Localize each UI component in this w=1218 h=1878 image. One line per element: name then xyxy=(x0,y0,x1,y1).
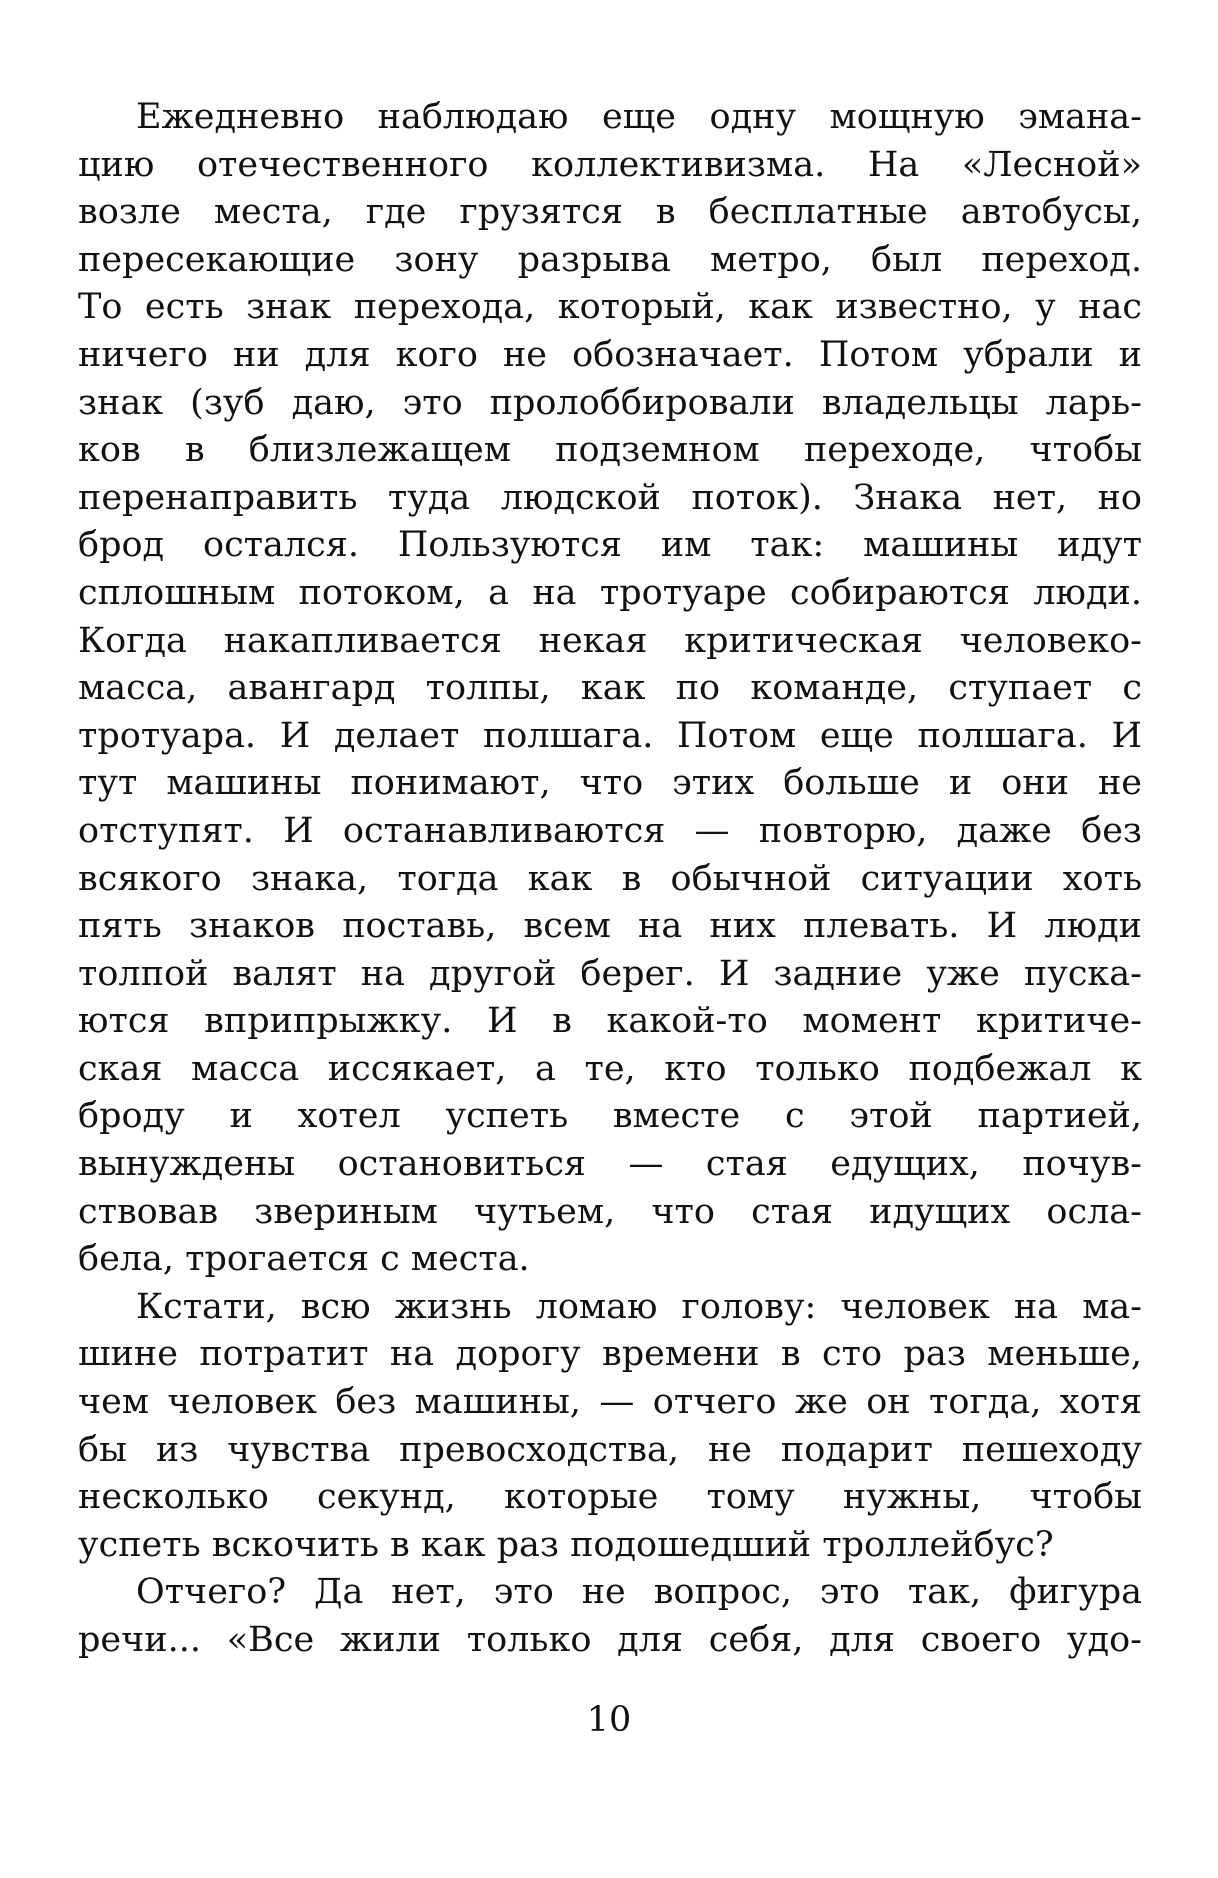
page-text-block xyxy=(78,94,1142,1665)
text-line: знак (зуб даю, это пролоббировали владельцы ларь- xyxy=(78,382,1142,423)
text-line: успеть вскочить в как раз подошедший троллейбус? xyxy=(78,1524,1054,1565)
text-line: толпой валят на другой берег. И задние уже пуска- xyxy=(78,953,1142,994)
paragraph xyxy=(78,1284,1142,1570)
text-line: несколько секунд, которые тому нужны, чтобы xyxy=(78,1477,1142,1518)
text-line: ничего ни для кого не обозначает. Потом убрали и xyxy=(78,334,1142,375)
paragraph xyxy=(78,1569,1142,1664)
text-line: Когда накапливается некая критическая человеко- xyxy=(78,620,1142,661)
text-line: отступят. И останавливаются — повторю, даже без xyxy=(78,810,1142,851)
text-line: пересекающие зону разрыва метро, был переход. xyxy=(78,239,1142,280)
text-line: всякого знака, тогда как в обычной ситуации хоть xyxy=(78,858,1142,899)
text-line: цию отечественного коллективизма. На «Лесной» xyxy=(78,144,1142,185)
text-line: тут машины понимают, что этих больше и они не xyxy=(78,763,1142,804)
text-line: Кстати, всю жизнь ломаю голову: человек на ма- xyxy=(136,1286,1142,1327)
text-line: ются вприпрыжку. И в какой-то момент критиче- xyxy=(78,1001,1142,1042)
text-line: шине потратит на дорогу времени в сто раз меньше, xyxy=(78,1334,1142,1375)
text-line: масса, авангард толпы, как по команде, ступает с xyxy=(78,668,1142,709)
text-line: вынуждены остановиться — стая едущих, почув- xyxy=(78,1144,1142,1185)
text-line: бы из чувства превосходства, не подарит пешеходу xyxy=(78,1429,1142,1470)
text-line: брод остался. Пользуются им так: машины идут xyxy=(78,525,1142,566)
text-line: тротуара. И делает полшага. Потом еще полшага. И xyxy=(78,715,1142,756)
text-line: перенаправить туда людской поток). Знака нет, но xyxy=(78,477,1142,518)
text-line: То есть знак перехода, который, как известно, у нас xyxy=(78,287,1142,328)
text-line: Отчего? Да нет, это не вопрос, это так, фигура xyxy=(136,1572,1142,1613)
paragraph xyxy=(78,94,1142,1284)
text-line: речи... «Все жили только для себя, для своего удо- xyxy=(78,1620,1142,1660)
page-number: 10 xyxy=(586,1700,632,1740)
text-line: броду и хотел успеть вместе с этой партией, xyxy=(78,1096,1142,1137)
text-line: пять знаков поставь, всем на них плевать. И люди xyxy=(78,906,1142,947)
text-line: ков в близлежащем подземном переходе, чтобы xyxy=(78,430,1142,471)
text-line: бела, трогается с места. xyxy=(78,1239,530,1280)
text-line: ствовав звериным чутьем, что стая идущих осла- xyxy=(78,1191,1142,1232)
text-line: Ежедневно наблюдаю еще одну мощную эмана- xyxy=(136,97,1142,137)
text-line: ская масса иссякает, а те, кто только подбежал к xyxy=(78,1048,1142,1089)
text-line: сплошным потоком, а на тротуаре собираются люди. xyxy=(78,572,1142,613)
text-line: чем человек без машины, — отчего же он тогда, хотя xyxy=(78,1382,1142,1423)
text-line: возле места, где грузятся в бесплатные автобусы, xyxy=(78,192,1142,233)
